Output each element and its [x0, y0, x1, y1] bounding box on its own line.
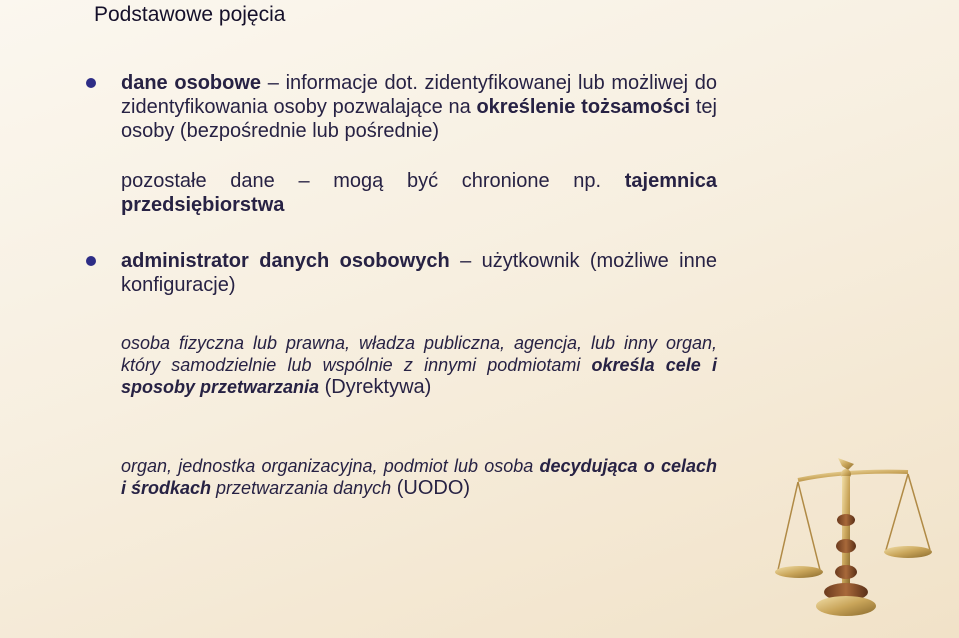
- data-controller-description: – użytkownik (możliwe inne konfiguracje): [121, 250, 717, 296]
- term-deciding: decydująca o celach i środkach: [121, 456, 717, 498]
- term-data-controller: administrator danych osobowych: [121, 250, 450, 272]
- definition-uodo: [121, 455, 717, 499]
- bullet-dot-icon: [86, 256, 96, 266]
- definition-directive-text: [121, 332, 717, 398]
- dash: –: [261, 72, 286, 94]
- source-uodo: (UODO): [391, 477, 471, 499]
- slide-title: Podstawowe pojęcia: [94, 3, 286, 26]
- other-data-text: [121, 169, 717, 217]
- other-data-note: [121, 169, 717, 217]
- bullet-personal-data: [121, 71, 717, 143]
- term-identity: określenie tożsamości: [476, 96, 691, 118]
- other-data-intro: pozostałe dane – mogą być chronione np.: [121, 170, 625, 192]
- personal-data-definition-end: tej osoby (bezpośrednie lub pośrednie): [121, 96, 717, 142]
- definition-directive: [121, 332, 717, 398]
- definition-uodo-text: [121, 455, 717, 499]
- personal-data-definition: informacje dot. zidentyfikowanej lub możliwej do zidentyfikowania osoby pozwalające na: [121, 72, 717, 118]
- source-directive: (Dyrektywa): [319, 376, 432, 398]
- term-personal-data: dane osobowe: [121, 72, 262, 94]
- definition-uodo-end: przetwarzania danych: [211, 478, 392, 498]
- bullet-dot-icon: [86, 78, 96, 88]
- definition-directive-body: osoba fizyczna lub prawna, władza publiczna, agencja, lub inny organ, który samodzielnie lub wspólnie z innymi podmiotami: [121, 333, 717, 375]
- scales-of-justice-icon: [768, 450, 948, 625]
- term-trade-secret: tajemnica przedsiębiorstwa: [121, 170, 717, 216]
- bullet-personal-data-text: [121, 71, 717, 143]
- bullet-data-controller-text: [121, 249, 717, 297]
- definition-uodo-body: organ, jednostka organizacyjna, podmiot lub osoba: [121, 456, 540, 476]
- bullet-data-controller: [121, 249, 717, 297]
- term-purposes-means: określa cele i sposoby przetwarzania: [121, 355, 717, 397]
